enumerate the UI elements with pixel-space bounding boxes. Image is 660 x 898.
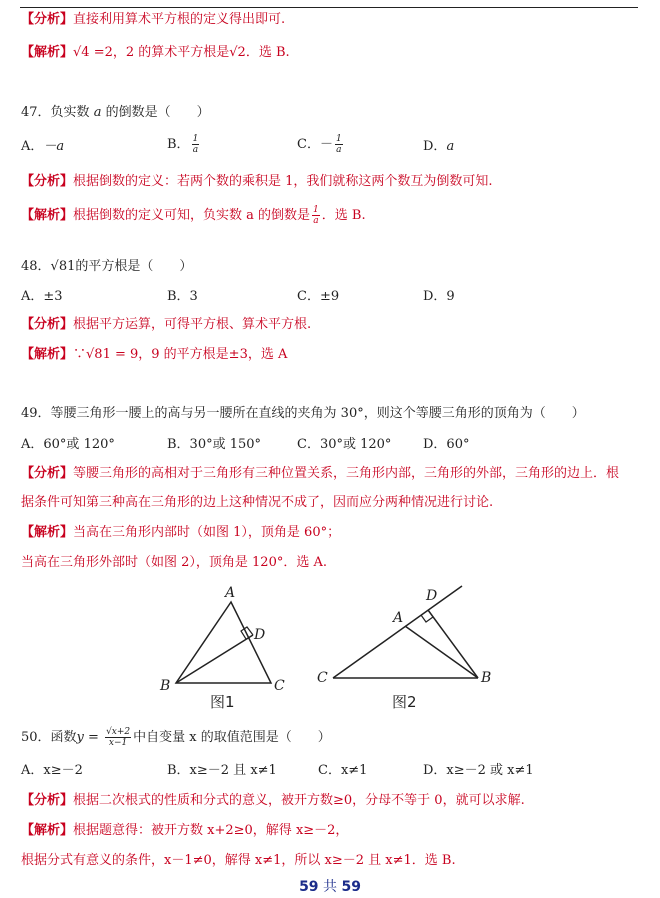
fig2-label-b: B [481, 670, 492, 686]
fig1-label-c: C [274, 678, 285, 694]
q49-option-c: C．30°或 120° [297, 437, 392, 452]
line-ca-extended [333, 586, 462, 678]
fraction: $\frac{1}{a}$ [335, 134, 342, 155]
analysis-tag: 【分析】 [21, 793, 74, 808]
fig1-label-d: D [254, 627, 266, 643]
q49-figures [150, 582, 510, 714]
header-rule [20, 7, 638, 8]
q48-solution: 【解析】∵√81 = 9，9 的平方根是±3，选 A [21, 347, 288, 362]
analysis-tag: 【分析】 [21, 466, 74, 481]
q49-stem: 49．等腰三角形一腰上的高与另一腰所在直线的夹角为 30°，则这个等腰三角形的顶角为（ ） [21, 406, 585, 421]
q49-option-d: D．60° [423, 437, 470, 452]
figure-2 [333, 586, 478, 678]
fraction: $\frac{√x+2}{x-1}$ [106, 727, 131, 748]
fraction: $\frac{1}{a}$ [192, 134, 199, 155]
fig2-label-d: D [426, 588, 438, 604]
q48-option-c: C．±9 [297, 289, 340, 304]
q47-option-c: C．－ $\frac{1}{a}$ [297, 134, 342, 155]
fig1-label-b: B [160, 678, 171, 694]
q47-option-d: D．a [423, 139, 455, 154]
q47-option-b: B． $\frac{1}{a}$ [167, 134, 199, 155]
q47-option-a: A．－a [21, 139, 65, 154]
q49-analysis-2: 据条件可知第三种高在三角形的边上这种情况不成了，因而应分两种情况进行讨论. [21, 495, 494, 510]
page-total: 59 [341, 879, 361, 895]
q48-option-a: A．±3 [21, 289, 63, 304]
q49-option-b: B．30°或 150° [167, 437, 262, 452]
radical: √81 [50, 259, 76, 274]
page-number: 59 [299, 879, 319, 895]
solution-tag: 【解析】 [21, 208, 74, 223]
solution-tag: 【解析】 [21, 823, 74, 838]
q49-solution-1: 【解析】当高在三角形内部时（如图 1），顶角是 60°； [21, 525, 341, 540]
q50-option-b: B．x≥－2 且 x≠1 [167, 763, 277, 778]
page-footer: 59 共 59 [299, 879, 361, 895]
solution-tag: 【解析】 [21, 525, 74, 540]
q49-option-a: A．60°或 120° [21, 437, 115, 452]
q46-solution: 【解析】√4 =2，2 的算术平方根是√2．选 B. [21, 45, 290, 60]
altitude-bd [428, 610, 478, 678]
q50-option-a: A．x≥－2 [21, 763, 83, 778]
right-angle-mark [421, 615, 433, 622]
q48-stem: 48．√81的平方根是（ ） [21, 259, 193, 274]
q48-analysis: 【分析】根据平方运算，可得平方根、算术平方根. [21, 317, 312, 332]
q47-stem: 47．负实数 a 的倒数是（ ） [21, 105, 210, 120]
q50-solution-2: 根据分式有意义的条件，x－1≠0，解得 x≠1，所以 x≥－2 且 x≠1．选 B. [21, 853, 456, 868]
fraction: $\frac{1}{a}$ [313, 205, 319, 226]
q50-option-c: C．x≠1 [318, 763, 368, 778]
q50-stem: 50．函数y = $\frac{√x+2}{x-1}$ 中自变量 x 的取值范围是（ ） [21, 727, 331, 748]
fig1-label-a: A [225, 585, 236, 601]
solution-tag: 【解析】 [21, 347, 74, 362]
analysis-tag: 【分析】 [21, 12, 74, 27]
q47-analysis: 【分析】根据倒数的定义：若两个数的乘积是 1，我们就称这两个数互为倒数可知. [21, 174, 493, 189]
side-ab [405, 626, 478, 678]
q48-option-d: D．9 [423, 289, 455, 304]
q49-analysis-1: 【分析】等腰三角形的高相对于三角形有三种位置关系，三角形内部，三角形的外部，三角形的边上．根 [21, 466, 620, 481]
q50-solution-1: 【解析】根据题意得：被开方数 x+2≥0，解得 x≥－2， [21, 823, 349, 838]
q50-analysis: 【分析】根据二次根式的性质和分式的意义，被开方数≥0，分母不等于 0，就可以求解. [21, 793, 525, 808]
q47-solution: 【解析】根据倒数的定义可知，负实数 a 的倒数是 $\frac{1}{a}$ ．选 B. [21, 205, 366, 226]
fig2-caption: 图2 [392, 693, 417, 711]
analysis-tag: 【分析】 [21, 317, 74, 332]
altitude-bd [176, 635, 253, 683]
analysis-tag: 【分析】 [21, 174, 74, 189]
fig2-label-c: C [317, 670, 328, 686]
q46-analysis: 【分析】直接利用算术平方根的定义得出即可. [21, 12, 286, 27]
q49-solution-2: 当高在三角形外部时（如图 2），顶角是 120°．选 A. [21, 555, 328, 570]
fig2-label-a: A [393, 610, 404, 626]
solution-tag: 【解析】 [21, 45, 74, 60]
fig1-caption: 图1 [210, 693, 235, 711]
q50-option-d: D．x≥－2 或 x≠1 [423, 763, 534, 778]
q48-option-b: B．3 [167, 289, 198, 304]
